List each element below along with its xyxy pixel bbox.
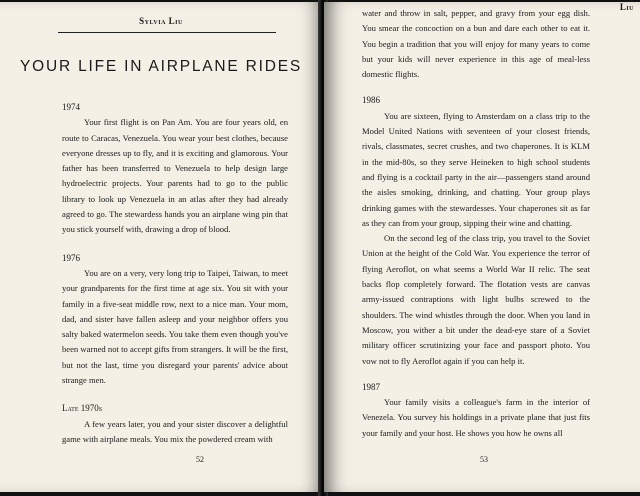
left-page-body: [62, 100, 288, 447]
paragraph: Your first flight is on Pan Am. You are four years old, en route to Caracas, Venezuela. You wear your best clothes, because everyone dresses up to fly, and it is exciting and glamorous. Your father has been transferred to Venezuela to help design large hydroelectric projects. Your parents had to go to the public library to look up Venezuela in an atlas after they had already agreed to go. The stewardess hands you an airplane wing pin that you stick yourself with, drawing a drop of blood.: [62, 117, 288, 235]
page-number: 52: [196, 455, 204, 464]
left-page: [0, 2, 322, 492]
year-heading: 1976: [62, 252, 80, 263]
chapter-title: YOUR LIFE IN AIRPLANE RIDES: [19, 58, 303, 75]
paragraph: On the second leg of the class trip, you travel to the Soviet Union at the height of the Cold War. You experience the terror of flying Aeroflot, on what seems a World War II relic. The seat backs flop completely forward. The flotation vests are canvas army-issued contraptions with light bulbs screwed to the shoulders. The wind whistles through the door. When you land in Moscow, you wither a bit under the dead-eye stare of a Soviet military officer scrutinizing your face and passport photo. You vow not to fly Aeroflot again if you can help it.: [362, 233, 590, 366]
running-head-author: Sylvia Liu: [139, 16, 183, 26]
paragraph: You are sixteen, flying to Amsterdam on a class trip to the Model United Nations with seventeen of your closest friends, rivals, classmates, secret crushes, and two chaperones. It is KLM in the mid-80s, so they serve Heineken to high school students and flying is a cocktail party in the air—passengers stand around the aisles smoking, drinking, and chatting. Your group plays drinking games with the stewardesses. Your chaperones sit as far as they can from your group, sipping their wine and chatting.: [362, 110, 590, 228]
paragraph: A few years later, you and your sister discover a delightful game with airplane meals. You mix the powdered cream with: [62, 418, 288, 444]
year-heading: 1987: [362, 381, 380, 392]
header-rule: [58, 32, 276, 33]
right-page-body: [362, 6, 590, 441]
page-number: 53: [480, 455, 488, 464]
paragraph: You are on a very, very long trip to Taipei, Taiwan, to meet your grandparents for the first time at age six. You sit with your family in a five-seat middle row, next to a nice man. Your mom, dad, and sister have fallen asleep and your neighbor offers you salty baked watermelon seeds. You take them even though you've been warned not to accept gifts from strangers. It will be the first, but not the last, time you disregard your parents' advice about strange men.: [62, 267, 288, 386]
paragraph: Your family visits a colleague's farm in the interior of Venezela. You survey his holdings in a private plane that just fits your family and your host. He shows you how he owns all: [362, 397, 590, 438]
running-head-author: Liu: [619, 2, 634, 12]
year-heading: 1974: [62, 102, 80, 112]
paragraph: water and throw in salt, pepper, and gravy from your egg dish. You smear the concoction on a bun and dare each other to eat it. You begin a tradition that you will enjoy for many years to come but your kids will never experience in this age of meal-less domestic flights.: [362, 8, 590, 80]
year-heading: Late 1970s: [62, 403, 103, 414]
year-heading: 1986: [362, 95, 380, 106]
right-page: [324, 2, 640, 492]
